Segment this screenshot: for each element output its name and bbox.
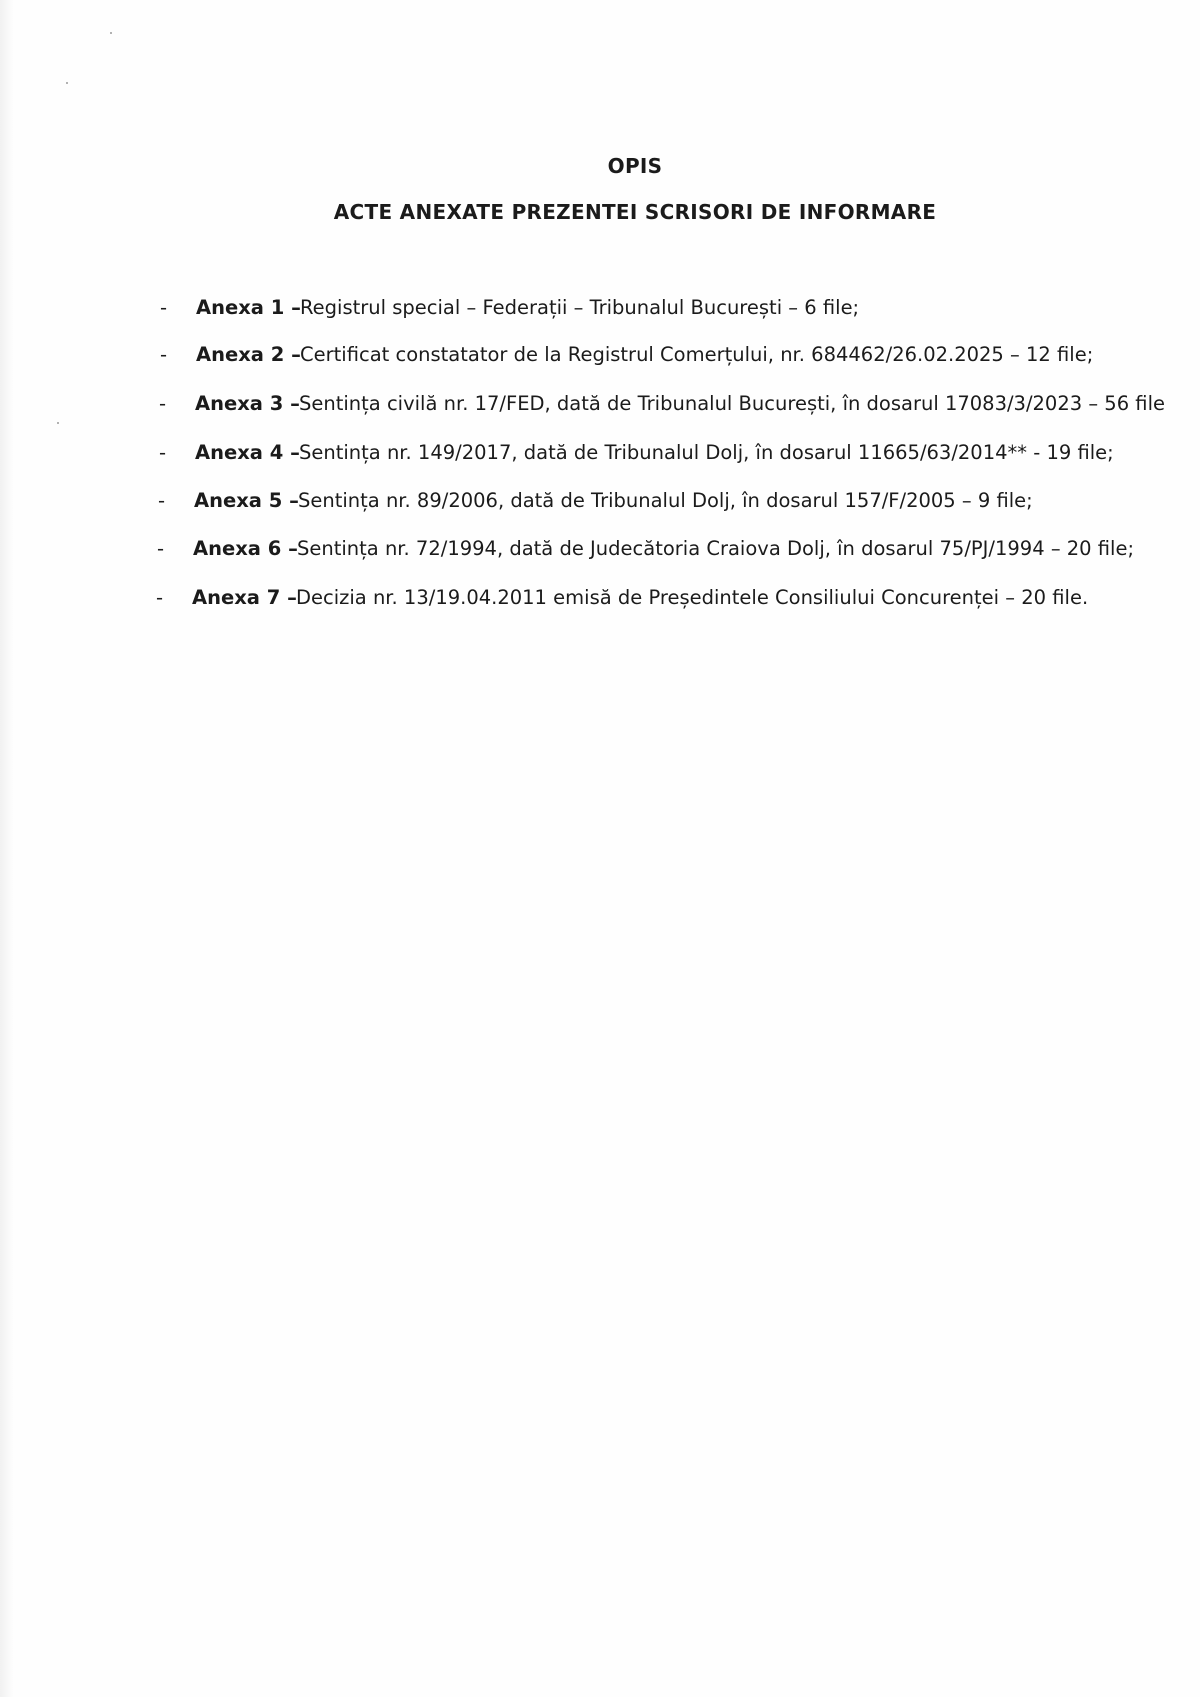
list-dash: - xyxy=(159,392,167,415)
list-dash: - xyxy=(160,343,168,366)
annex-label: Anexa 2 – xyxy=(196,343,301,366)
annex-label: Anexa 3 – xyxy=(195,392,300,415)
annex-label: Anexa 4 – xyxy=(195,441,300,464)
list-dash: - xyxy=(156,586,164,609)
annex-description: Sentința civilă nr. 17/FED, dată de Tribunalul București, în dosarul 17083/3/2023 – 56 file xyxy=(299,392,1166,415)
annex-description: Decizia nr. 13/19.04.2011 emisă de Președintele Consiliului Concurenței – 20 file. xyxy=(296,586,1089,609)
annex-description: Sentința nr. 72/1994, dată de Judecătoria Craiova Dolj, în dosarul 75/PJ/1994 – 20 file; xyxy=(297,537,1135,560)
document-title: OPIS xyxy=(607,154,663,178)
document-subtitle: ACTE ANEXATE PREZENTEI SCRISORI DE INFORMARE xyxy=(333,200,937,224)
list-dash: - xyxy=(159,441,167,464)
annex-label: Anexa 6 – xyxy=(193,537,298,560)
annex-description: Sentința nr. 89/2006, dată de Tribunalul Dolj, în dosarul 157/F/2005 – 9 file; xyxy=(298,489,1033,512)
list-dash: - xyxy=(157,537,165,560)
annex-description: Registrul special – Federații – Tribunalul București – 6 file; xyxy=(300,296,860,319)
annex-label: Anexa 5 – xyxy=(194,489,299,512)
annex-description: Certificat constatator de la Registrul Comerțului, nr. 684462/26.02.2025 – 12 file; xyxy=(300,343,1094,366)
annex-list xyxy=(0,0,1200,700)
annex-label: Anexa 7 – xyxy=(192,586,297,609)
annex-label: Anexa 1 – xyxy=(196,296,301,319)
list-dash: - xyxy=(160,296,168,319)
list-dash: - xyxy=(158,489,166,512)
annex-description: Sentința nr. 149/2017, dată de Tribunalul Dolj, în dosarul 11665/63/2014** - 19 file; xyxy=(299,441,1114,464)
